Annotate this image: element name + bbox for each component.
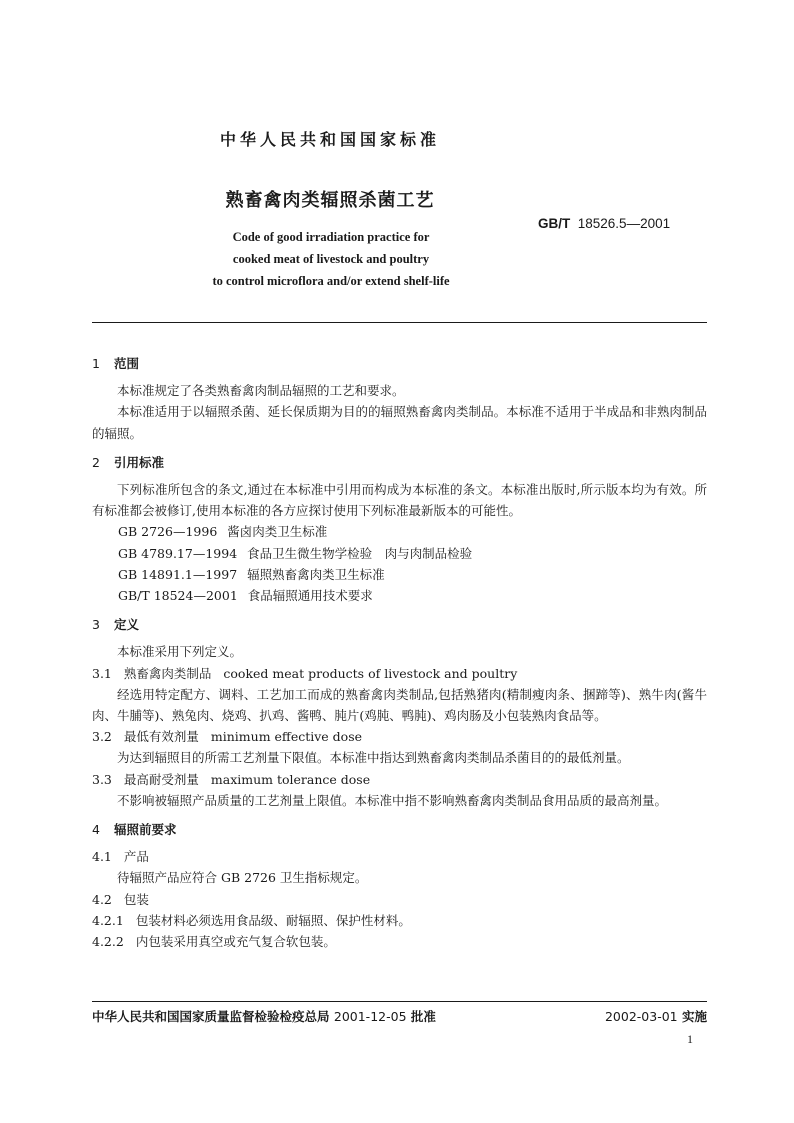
subsection-heading: 4.2 包装 — [92, 891, 149, 907]
definition-text: 为达到辐照目的所需工艺剂量下限值。本标准中指达到熟畜禽肉类制品杀菌目的的最低剂量。 — [117, 750, 630, 766]
page-number: 1 — [687, 1032, 693, 1046]
section-heading-3: 3 定义 — [92, 617, 140, 633]
standard-code-prefix: GB/T — [538, 216, 571, 231]
paragraph: 本标准采用下列定义。 — [117, 644, 243, 660]
section-heading-1: 1 范围 — [92, 356, 140, 371]
implementation-date: 2002-03-01 — [604, 1009, 678, 1024]
reference-item: GB 4789.17—1994 食品卫生微生物学检验 肉与肉制品检验 — [118, 545, 473, 561]
reference-item: GB 14891.1—1997 辐照熟畜禽肉类卫生标准 — [118, 566, 385, 582]
paragraph: 下列标准所包含的条文,通过在本标准中引用而构成为本标准的条文。本标准出版时,所示版本均为有效。所有标准都会被修订,使用本标准的各方应探讨使用下列标准最新版本的可能性。 — [92, 482, 707, 519]
section-heading-4: 4 辐照前要求 — [92, 822, 177, 838]
paragraph: 待辐照产品应符合 GB 2726 卫生指标规定。 — [117, 870, 368, 886]
footer-issuer: 中华人民共和国国家质量监督检验检疫总局 2001-12-05 批准 — [92, 1009, 436, 1024]
header-divider — [92, 322, 707, 323]
standard-code-number: 18526.5—2001 — [577, 216, 671, 231]
definition-text: 不影响被辐照产品质量的工艺剂量上限值。本标准中指不影响熟畜禽肉类制品食用品质的最高剂量。 — [117, 792, 668, 808]
title-en-line: to control microflora and/or extend shelf-life — [212, 274, 450, 288]
definition-heading: 3.1 熟畜禽肉类制品 cooked meat products of livestock and poultry — [92, 665, 518, 681]
footer-implementation: 2002-03-01 实施 — [604, 1009, 707, 1024]
title-en-line: cooked meat of livestock and poultry — [232, 252, 430, 266]
paragraph: 本标准规定了各类熟畜禽肉制品辐照的工艺和要求。 — [117, 383, 405, 399]
reference-item: GB 2726—1996 酱卤肉类卫生标准 — [118, 524, 328, 540]
definition-heading: 3.2 最低有效剂量 minimum effective dose — [92, 729, 363, 745]
document-body — [92, 353, 707, 952]
subsection-heading: 4.1 产品 — [92, 849, 149, 865]
national-standard-heading: 中华人民共和国国家标准 — [219, 130, 440, 149]
document-title-en — [0, 226, 662, 292]
clause: 4.2.2 内包装采用真空或充气复合软包装。 — [92, 934, 336, 950]
paragraph: 本标准适用于以辐照杀菌、延长保质期为目的的辐照熟畜禽肉类制品。本标准不适用于半成品和非熟肉制品的辐照。 — [92, 404, 707, 441]
definition-text: 经选用特定配方、调料、工艺加工而成的熟畜禽肉类制品,包括熟猪肉(精制瘦肉条、捆蹄等)、熟牛肉(酱牛肉、牛脯等)、熟兔肉、烧鸡、扒鸡、酱鸭、肫片(鸡肫、鸭肫)、鸡肉肠及小包装熟肉食品等。 — [92, 686, 707, 724]
reference-item: GB/T 18524—2001 食品辐照通用技术要求 — [118, 588, 373, 604]
clause: 4.2.1 包装材料必须选用食品级、耐辐照、保护性材料。 — [92, 912, 411, 928]
approve-date: 2001-12-05 — [333, 1009, 407, 1024]
document-title-cn: 熟畜禽肉类辐照杀菌工艺 — [225, 190, 435, 211]
title-en-line: Code of good irradiation practice for — [232, 230, 430, 244]
definition-heading: 3.3 最高耐受剂量 maximum tolerance dose — [92, 771, 371, 787]
section-heading-2: 2 引用标准 — [92, 454, 165, 470]
footer-divider — [92, 1001, 707, 1002]
